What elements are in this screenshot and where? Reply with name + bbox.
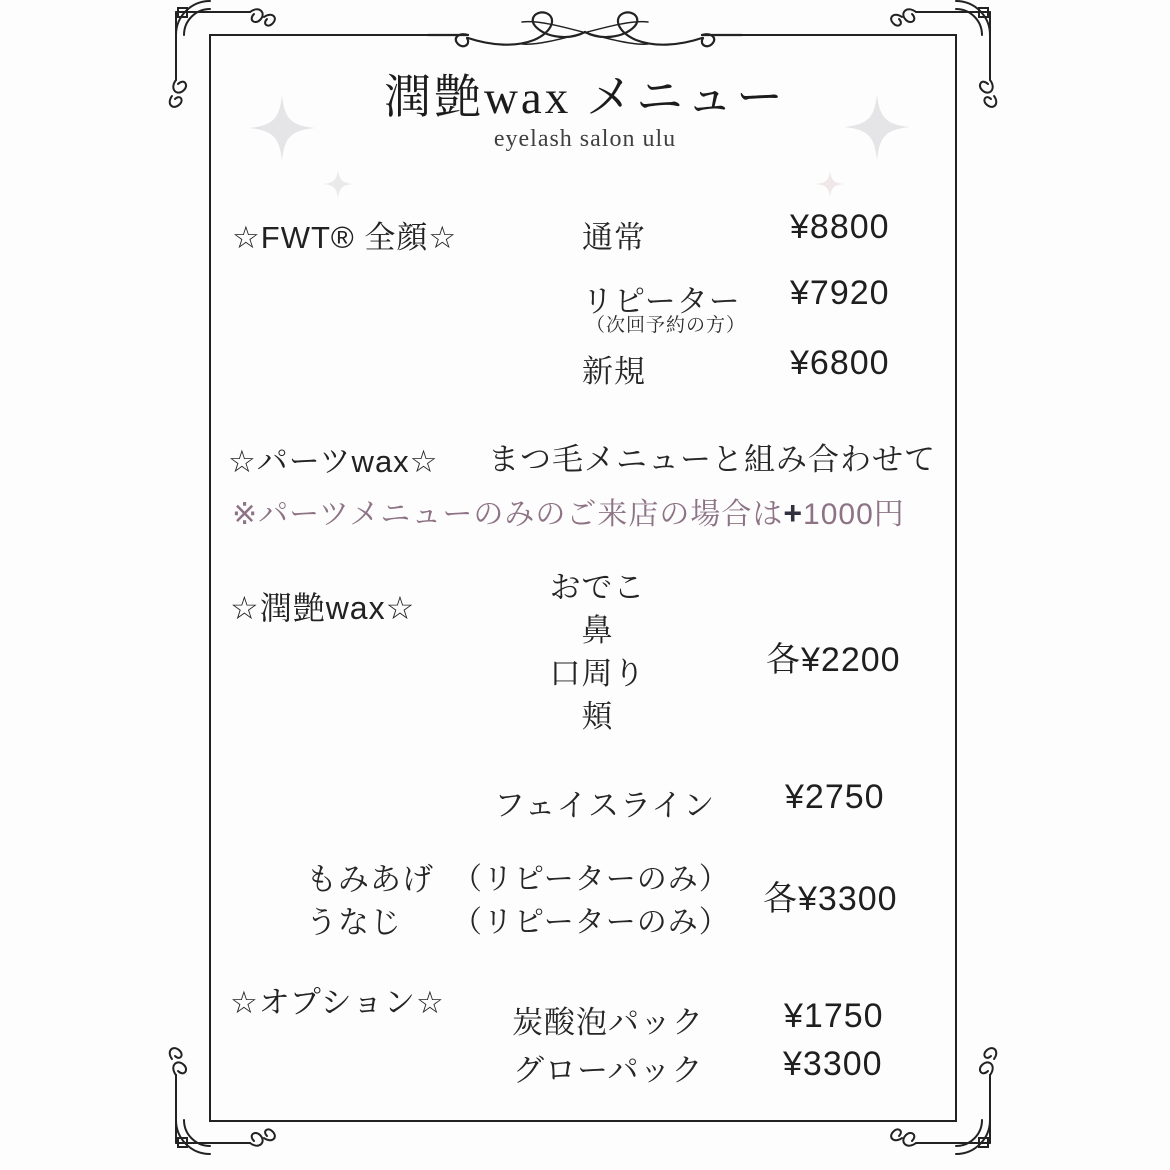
parts-description: まつ毛メニューと組み合わせて bbox=[488, 442, 936, 477]
salon-name: eyelash salon ulu bbox=[493, 126, 677, 152]
pair-row-label: うなじ bbox=[306, 905, 402, 940]
pair-row-condition: （リピーターのみ） bbox=[452, 863, 730, 896]
fwt-row-price: ¥7920 bbox=[790, 274, 890, 312]
section-header-uruwax: ☆潤艶wax☆ bbox=[230, 590, 416, 626]
corner-ornament-bottom-right bbox=[891, 1048, 996, 1154]
pair-row-label: もみあげ bbox=[306, 862, 434, 897]
uruwax-item: おでこ bbox=[549, 570, 646, 605]
parts-note bbox=[232, 489, 905, 533]
sparkle-small-pink-icon bbox=[816, 170, 844, 198]
pair-row-condition: （リピーターのみ） bbox=[452, 906, 730, 939]
option-row-price: ¥3300 bbox=[783, 1045, 883, 1083]
pair-price: 各¥3300 bbox=[763, 880, 898, 918]
sparkle-small-icon bbox=[323, 169, 353, 199]
faceline-label: フェイスライン bbox=[494, 788, 716, 823]
page-title: 潤艶wax メニュー bbox=[383, 72, 787, 124]
top-flourish-icon bbox=[428, 12, 742, 56]
option-row-price: ¥1750 bbox=[784, 997, 884, 1035]
parts-note-amount: 1000円 bbox=[803, 498, 905, 531]
uruwax-items-column bbox=[450, 566, 745, 738]
section-header-options: ☆オプション☆ bbox=[230, 985, 445, 1020]
plus-icon: + bbox=[783, 495, 804, 531]
section-header-parts: ☆パーツwax☆ bbox=[228, 444, 439, 479]
fwt-row-label: 新規 bbox=[582, 354, 646, 389]
fwt-row-price: ¥6800 bbox=[790, 344, 890, 382]
uruwax-item: 頬 bbox=[581, 699, 614, 734]
uruwax-items-price: 各¥2200 bbox=[766, 641, 901, 679]
uruwax-item: 鼻 bbox=[581, 613, 614, 648]
uruwax-item: 口周り bbox=[549, 656, 646, 691]
fwt-row-price: ¥8800 bbox=[790, 208, 890, 246]
option-row-label: グローパック bbox=[513, 1053, 704, 1088]
option-row-label: 炭酸泡パック bbox=[512, 1005, 704, 1040]
section-header-fwt: ☆FWT® 全顔☆ bbox=[232, 220, 458, 255]
fwt-row-label: リピーター bbox=[582, 284, 741, 319]
parts-note-text: ※パーツメニューのみのご来店の場合は bbox=[232, 498, 784, 531]
fwt-row-sublabel: （次回予約の方） bbox=[586, 315, 747, 336]
fwt-row-label: 通常 bbox=[582, 220, 646, 255]
corner-ornament-bottom-left bbox=[170, 1048, 275, 1154]
faceline-price: ¥2750 bbox=[785, 778, 885, 816]
